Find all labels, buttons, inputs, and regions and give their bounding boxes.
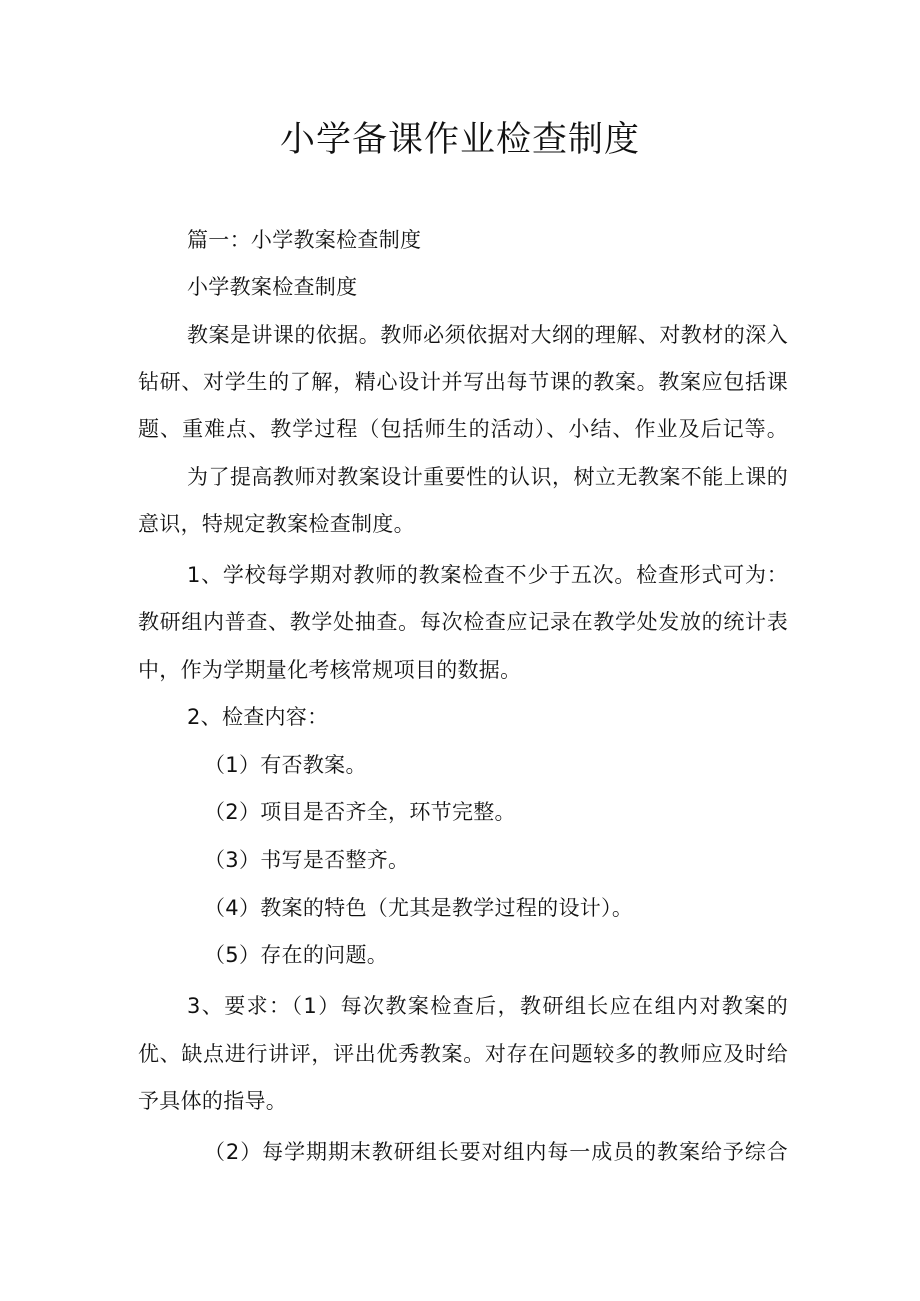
paragraph-line: （2）每学期期末教研组长要对组内每一成员的教案给予综合	[204, 1140, 788, 1164]
paragraph-line: 教研组内普查、教学处抽查。每次检查应记录在教学处发放的统计表	[138, 610, 788, 634]
paragraph-line: 钻研、对学生的了解，精心设计并写出每节课的教案。教案应包括课	[138, 370, 788, 394]
paragraph-line: 优、缺点进行讲评，评出优秀教案。对存在问题较多的教师应及时给	[138, 1042, 788, 1066]
list-item: （3）书写是否整齐。	[204, 848, 410, 872]
list-item: （1）有否教案。	[204, 753, 367, 777]
paragraph-line: 予具体的指导。	[138, 1089, 288, 1113]
section-heading: 篇一：小学教案检查制度	[187, 228, 422, 252]
paragraph-line: 3、要求：（1）每次教案检查后，教研组长应在组内对教案的	[187, 994, 788, 1018]
paragraph-line: 为了提高教师对教案设计重要性的认识，树立无教案不能上课的	[187, 465, 788, 489]
paragraph-line: 教案是讲课的依据。教师必须依据对大纲的理解、对教材的深入	[187, 323, 788, 347]
list-item: （5）存在的问题。	[204, 943, 389, 967]
paragraph-line: 中，作为学期量化考核常规项目的数据。	[138, 658, 522, 682]
paragraph-line: 意识，特规定教案检查制度。	[138, 512, 415, 536]
subsection-heading: 小学教案检查制度	[187, 275, 358, 299]
list-item: （2）项目是否齐全，环节完整。	[204, 800, 516, 824]
paragraph-line: 1、学校每学期对教师的教案检查不少于五次。检查形式可为：	[187, 563, 788, 587]
list-item: （4）教案的特色（尤其是教学过程的设计）。	[204, 896, 634, 920]
paragraph-line: 2、检查内容：	[187, 705, 329, 729]
document-title: 小学备课作业检查制度	[279, 120, 640, 160]
paragraph-line: 题、重难点、教学过程（包括师生的活动）、小结、作业及后记等。	[138, 417, 788, 441]
